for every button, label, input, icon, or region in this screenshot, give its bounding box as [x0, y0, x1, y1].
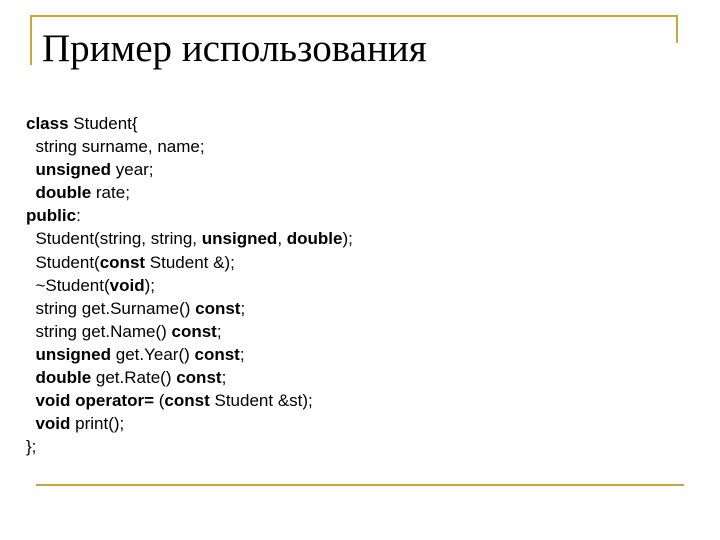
frame-left-rule [30, 15, 32, 65]
code-line [26, 389, 686, 412]
code-text: Student( [26, 252, 100, 272]
code-line [26, 343, 686, 366]
code-text: ~Student( [26, 275, 110, 295]
code-line [26, 204, 686, 227]
code-keyword: double [35, 368, 92, 388]
code-text: string surname, name; [26, 137, 205, 157]
code-keyword: class [26, 114, 69, 133]
code-keyword: unsigned [35, 160, 112, 180]
code-line [26, 158, 686, 181]
frame-top-rule [30, 15, 678, 17]
code-text: ; [240, 298, 246, 318]
code-keyword: operator= [75, 391, 155, 411]
code-line [26, 320, 686, 343]
code-keyword: unsigned [201, 229, 278, 249]
code-text: ); [342, 229, 353, 249]
frame-bottom-rule [36, 484, 684, 486]
code-line [26, 412, 686, 435]
code-line [26, 274, 686, 297]
code-keyword: const [99, 252, 146, 272]
frame-right-rule [676, 15, 678, 43]
code-text: string get.Name() [26, 321, 172, 341]
code-line [26, 435, 686, 458]
code-line [26, 366, 686, 389]
code-text: ); [144, 275, 155, 295]
code-text: get.Rate() [91, 368, 177, 388]
code-line [26, 297, 686, 320]
code-line [26, 181, 686, 204]
code-text: , [277, 229, 287, 249]
code-keyword: public [26, 206, 77, 226]
code-keyword: void [35, 414, 71, 434]
code-text: ; [239, 344, 245, 364]
code-text: Student(string, string, [26, 229, 202, 249]
code-text: ( [154, 391, 165, 411]
slide-title: Пример использования [42, 27, 427, 70]
code-keyword: void [109, 275, 145, 295]
code-keyword: double [286, 229, 343, 249]
code-line [26, 251, 686, 274]
code-text: }; [26, 437, 37, 457]
code-text: : [76, 206, 81, 226]
code-keyword: void [35, 391, 71, 411]
code-text: Student &); [145, 252, 235, 272]
code-keyword: const [195, 298, 241, 318]
code-keyword: const [194, 344, 240, 364]
code-text: Student{ [68, 114, 138, 133]
code-line [26, 135, 686, 158]
code-text: Student &st); [209, 391, 313, 411]
code-keyword: const [164, 391, 210, 411]
code-block [26, 112, 686, 458]
code-text: get.Year() [111, 344, 195, 364]
code-text: ; [221, 368, 227, 388]
code-text: year; [111, 160, 154, 180]
code-line [26, 227, 686, 250]
code-text: print(); [70, 414, 125, 434]
code-keyword: double [35, 183, 92, 203]
code-text: rate; [91, 183, 130, 203]
code-keyword: const [176, 368, 222, 388]
code-line [26, 112, 686, 135]
code-text: ; [216, 321, 222, 341]
code-keyword: unsigned [35, 344, 112, 364]
code-keyword: const [171, 321, 217, 341]
code-text: string get.Surname() [26, 298, 196, 318]
